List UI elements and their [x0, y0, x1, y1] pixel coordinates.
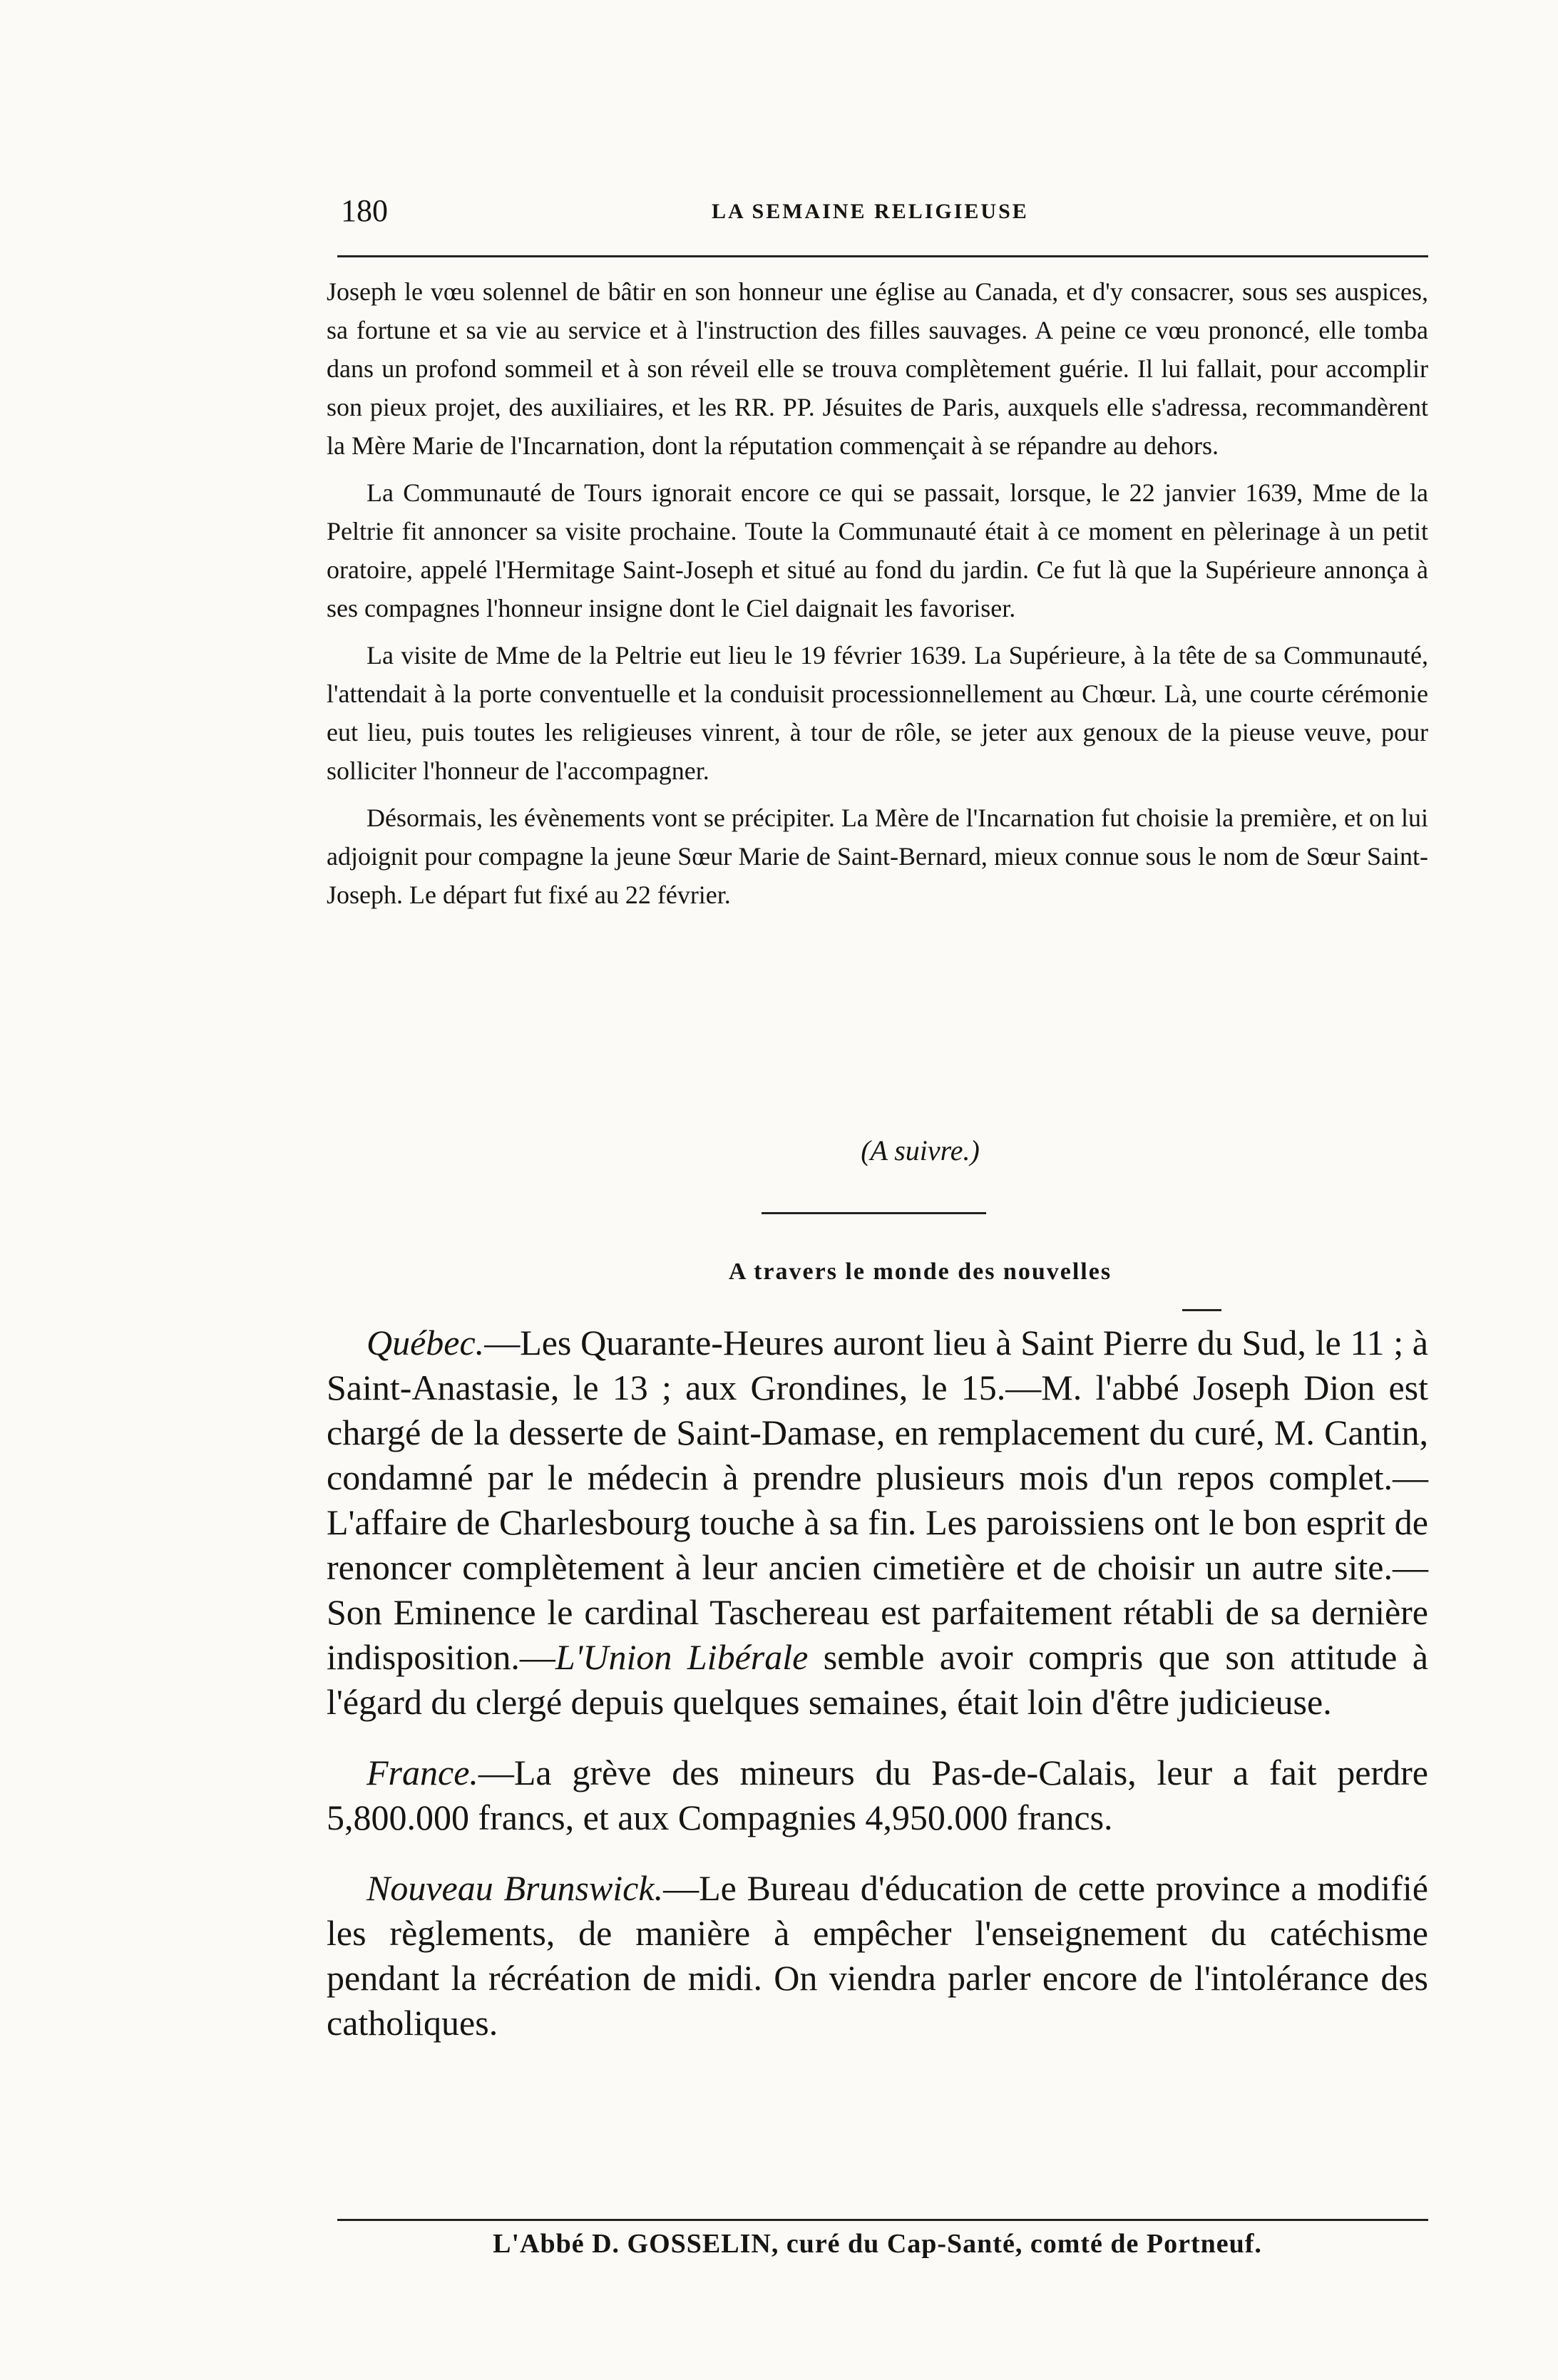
news-item-quebec	[327, 1320, 1428, 1725]
news-section-title: A travers le monde des nouvelles	[728, 1258, 1112, 1285]
news-text: —Le Bureau d'éducation de cette province a modifié les règlements, de manière à empêcher l'enseignement du catéchisme pendant la récréation de midi. On viendra parler encore de l'intolérance des catholiques.	[327, 1868, 1428, 2043]
news-item-nouveau-brunswick	[327, 1866, 1428, 2046]
news-place: Québec.	[367, 1323, 485, 1363]
article-paragraph: Joseph le vœu solennel de bâtir en son honneur une église au Canada, et d'y consacrer, sous ses auspices, sa fortune et sa vie au service et à l'instruction des filles sauvages. A peine ce vœu prononcé, elle tomba dans un profond sommeil et à son réveil elle se trouva complètement guérie. Il lui fallait, pour accomplir son pieux projet, des auxiliaires, et les RR. PP. Jésuites de Paris, auxquels elle s'adressa, recommandèrent la Mère Marie de l'Incarnation, dont la réputation commençait à se répandre au dehors.	[327, 277, 1428, 460]
to-be-continued: (A suivre.)	[861, 1134, 980, 1166]
news-place: France.	[367, 1753, 478, 1792]
running-title: LA SEMAINE RELIGIEUSE	[712, 200, 1029, 223]
news-place: Nouveau Brunswick.	[367, 1868, 664, 1908]
news-body	[327, 1320, 1428, 2071]
article-paragraph: Désormais, les évènements vont se précipiter. La Mère de l'Incarnation fut choisie la première, et on lui adjoignit pour compagne la jeune Sœur Marie de Saint-Bernard, mieux connue sous le nom de Sœur Saint-Joseph. Le départ fut fixé au 22 février.	[327, 804, 1428, 909]
article-body	[327, 272, 1428, 923]
footer-rule	[337, 2219, 1428, 2221]
signature: L'Abbé D. GOSSELIN, curé du Cap-Santé, comté de Portneuf.	[493, 2229, 1262, 2259]
news-text: —Les Quarante-Heures auront lieu à Saint Pierre du Sud, le 11 ; à Saint-Anastasie, le 13 ; aux Grondines, le 15.—M. l'abbé Joseph Dion est chargé de la desserte de Saint-Damase, en remplacement du curé, M. Cantin, condamné par le médecin à prendre plusieurs mois d'un repos complet.—L'affaire de Charlesbourg touche à sa fin. Les paroissiens ont le bon esprit de renoncer complètement à leur ancien cimetière et de choisir un autre site.—Son Eminence le cardinal Taschereau est parfaitement rétabli de sa dernière indisposition.—	[327, 1323, 1428, 1677]
article-paragraph: La Communauté de Tours ignorait encore ce qui se passait, lorsque, le 22 janvier 1639, Mme de la Peltrie fit annoncer sa visite prochaine. Toute la Communauté était à ce moment en pèlerinage à un petit oratoire, appelé l'Hermitage Saint-Joseph et situé au fond du jardin. Ce fut là que la Supérieure annonça à ses compagnes l'honneur insigne dont le Ciel daignait les favoriser.	[327, 478, 1428, 622]
section-divider	[762, 1212, 986, 1214]
article-paragraph: La visite de Mme de la Peltrie eut lieu le 19 février 1639. La Supérieure, à la tête de sa Communauté, l'attendait à la porte conventuelle et la conduisit processionnellement au Chœur. Là, une courte cérémonie eut lieu, puis toutes les religieuses vinrent, à tour de rôle, se jeter aux genoux de la pieuse veuve, pour solliciter l'honneur de l'accompagner.	[327, 641, 1428, 785]
page-number: 180	[341, 193, 388, 228]
news-text: —La grève des mineurs du Pas-de-Calais, leur a fait perdre 5,800.000 francs, et aux Compagnies 4,950.000 francs.	[327, 1753, 1428, 1837]
newspaper-name: L'Union Libérale	[555, 1637, 809, 1677]
news-text: semble avoir compris que son attitude à l'égard du clergé depuis quelques semaines, était loin d'être judicieuse.	[327, 1637, 1428, 1722]
header-rule	[337, 255, 1428, 257]
page-header	[341, 193, 1425, 235]
title-underline	[1182, 1309, 1221, 1311]
news-item-france	[327, 1750, 1428, 1840]
